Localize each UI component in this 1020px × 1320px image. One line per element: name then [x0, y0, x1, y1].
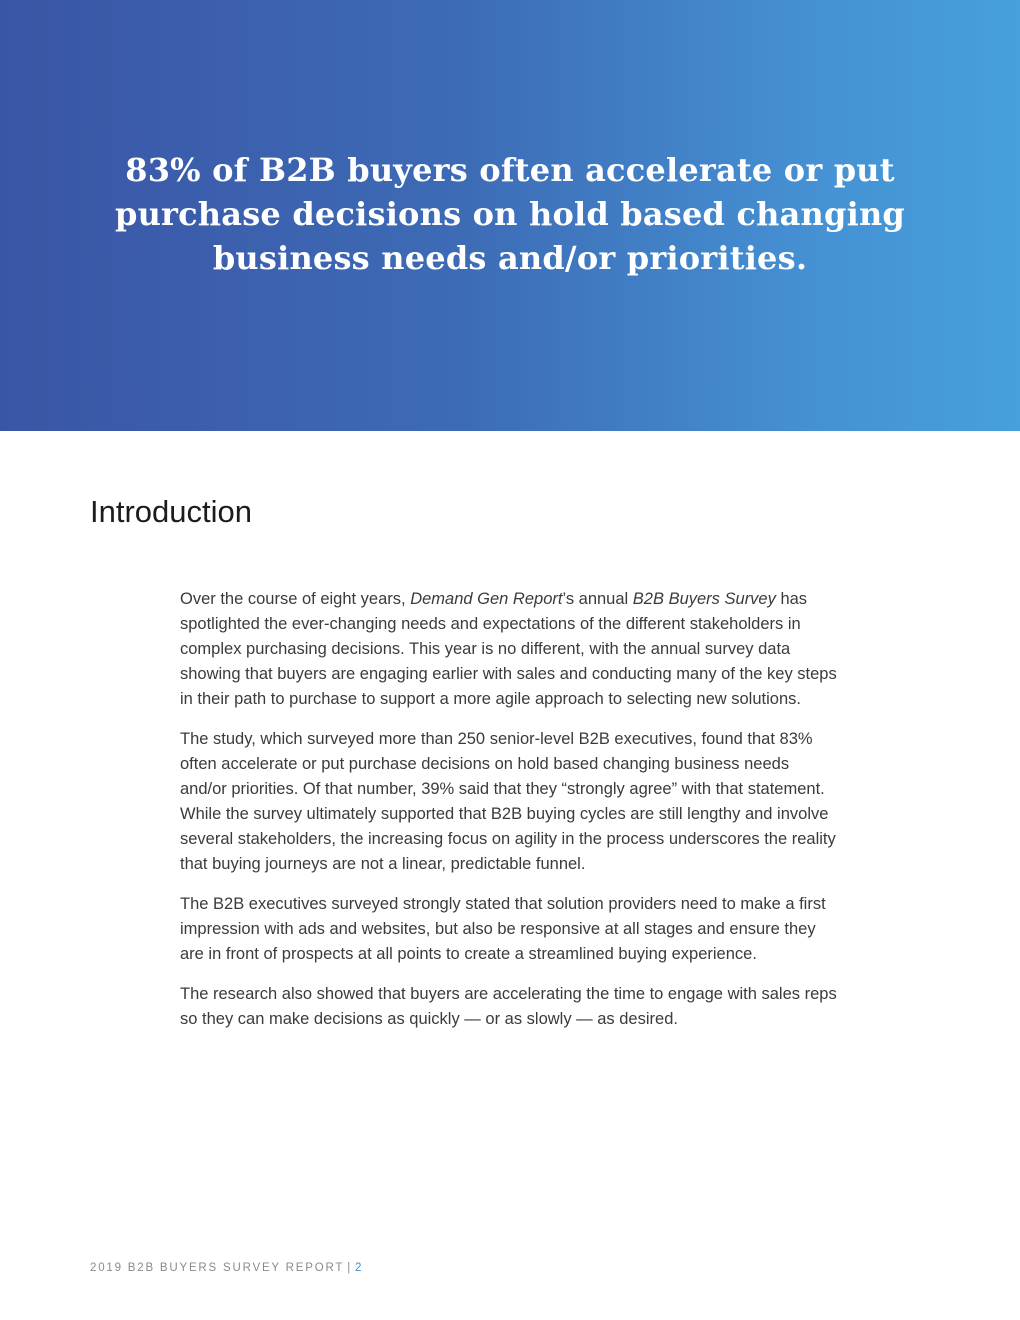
section-title: Introduction: [90, 494, 252, 529]
page-footer: [90, 1262, 361, 1274]
footer-report-title: 2019 B2B BUYERS SURVEY REPORT: [90, 1262, 345, 1274]
intro-body: [180, 587, 840, 1047]
paragraph-text: ’s annual: [562, 590, 633, 608]
paragraph-text: has spotlighted the ever-changing needs and expectations of the different stakeholders in complex purchasing decisions. This year is no different, with the annual survey data showing that buyers are engaging earlier with sales and conducting many of the key steps in their path to purchase to support a more agile approach to selecting new solutions.: [180, 590, 837, 708]
publication-name: Demand Gen Report: [410, 590, 563, 608]
hero-banner: [0, 0, 1020, 431]
paragraph-text: Over the course of eight years,: [180, 590, 411, 608]
hero-quote: 83% of B2B buyers often accelerate or put purchase decisions on hold based changing business needs and/or priorities.: [115, 151, 905, 277]
survey-name: B2B Buyers Survey: [632, 590, 776, 608]
intro-paragraph-2: The study, which surveyed more than 250 senior-level B2B executives, found that 83% often accelerate or put purchase decisions on hold based changing business needs and/or priorities. Of that number, 39% said that they “strongly agree” with that statement. While the survey ultimately supported that B2B buying cycles are still lengthy and involve several stakeholders, the increasing focus on agility in the process underscores the reality that buying journeys are not a linear, predictable funnel.: [180, 730, 836, 873]
footer-separator: |: [347, 1262, 352, 1274]
intro-paragraph-3: The B2B executives surveyed strongly stated that solution providers need to make a first impression with ads and websites, but also be responsive at all stages and ensure they are in front of prospects at all points to create a streamlined buying experience.: [180, 895, 826, 963]
intro-paragraph-1: [180, 587, 840, 712]
intro-paragraph-4: The research also showed that buyers are accelerating the time to engage with sales reps so they can make decisions as quickly — or as slowly — as desired.: [180, 985, 837, 1028]
page-number: 2: [354, 1262, 362, 1274]
